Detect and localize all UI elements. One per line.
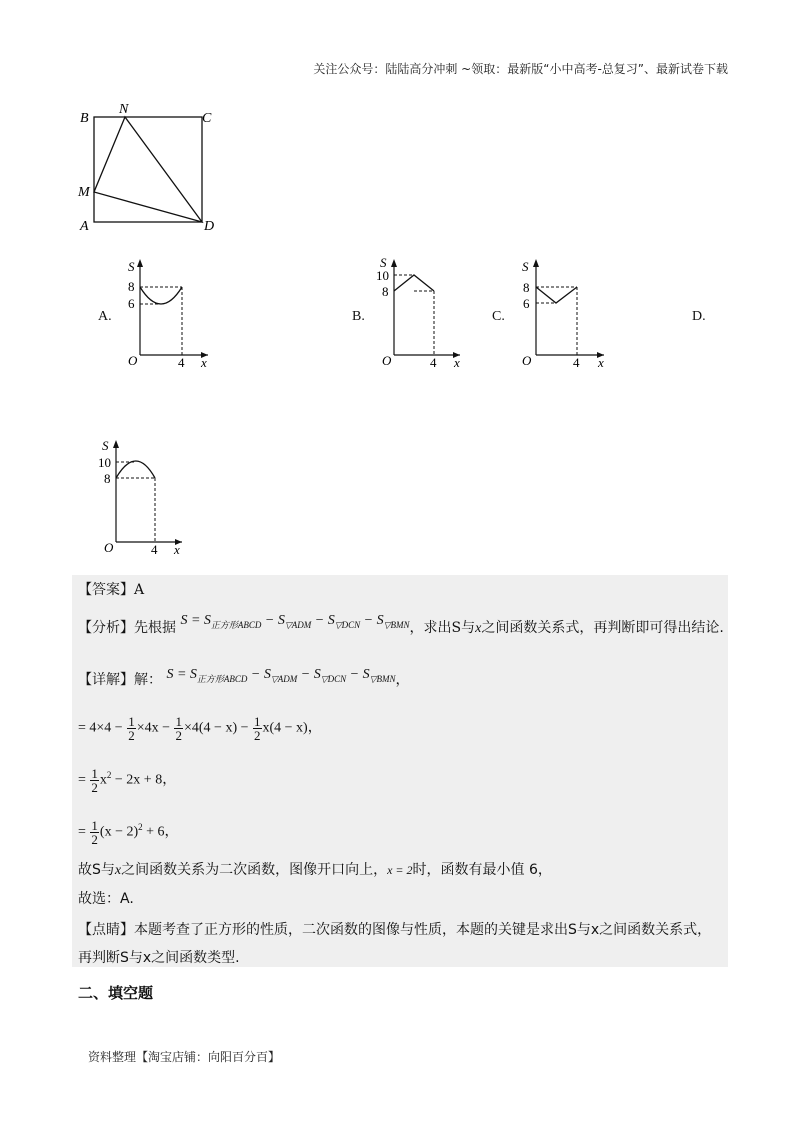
svg-text:4: 4 xyxy=(151,542,158,556)
svg-text:6: 6 xyxy=(128,296,135,311)
point-c: C xyxy=(202,111,212,126)
conclusion-line: 故S与x之间函数关系为二次函数，图像开口向上，x = 2时，函数有最小值 6， xyxy=(78,862,552,878)
comment-line-2: 再判断S与x之间函数类型. xyxy=(78,950,240,966)
svg-text:O: O xyxy=(522,353,532,368)
svg-text:10: 10 xyxy=(98,455,111,470)
svg-text:O: O xyxy=(382,353,392,368)
option-a-curve xyxy=(140,287,182,304)
detail-line: 【详解】解： $S = S_{正方形ABCD} - S_{▽ADM} - S_{▽DCN} - S_{▽BMN}$， xyxy=(78,667,410,688)
svg-text:S: S xyxy=(380,255,387,270)
section-title: 二、填空题 xyxy=(78,984,154,1002)
svg-text:x: x xyxy=(174,542,180,556)
point-d: D xyxy=(204,219,215,234)
choose-line: 故选：A. xyxy=(78,891,134,907)
point-a: A xyxy=(80,219,89,234)
option-c-curve xyxy=(536,287,577,303)
option-d-graph xyxy=(92,436,192,556)
point-n: N xyxy=(119,102,129,117)
option-a-graph xyxy=(120,255,215,370)
svg-text:x: x xyxy=(201,355,207,370)
triangle-mnd xyxy=(94,117,202,222)
svg-text:8: 8 xyxy=(128,279,135,294)
svg-text:x: x xyxy=(454,355,460,370)
option-c-graph xyxy=(510,255,610,370)
page-header: 关注公众号：陆陆高分冲刺 ~领取：最新版“小中高考-总复习”、最新试卷下载 xyxy=(313,62,728,76)
square-figure xyxy=(70,100,220,235)
comment-line-1: 【点睛】本题考查了正方形的性质，二次函数的图像与性质，本题的关键是求出S与x之间函数关系式， xyxy=(78,922,712,938)
option-b-curve xyxy=(394,275,434,291)
option-a-label[interactable]: A. xyxy=(98,309,112,324)
svg-text:4: 4 xyxy=(430,355,437,370)
point-b: B xyxy=(80,111,89,126)
svg-text:8: 8 xyxy=(523,280,530,295)
svg-text:6: 6 xyxy=(523,296,530,311)
step-1: = 4×4 − $\frac{1}{2}$ ×4x − $\frac{1}{2}$ ×4(4 − x) − $\frac{1}{2}$ x(4 − x)， xyxy=(78,714,322,743)
svg-text:4: 4 xyxy=(178,355,185,370)
svg-text:10: 10 xyxy=(376,268,389,283)
option-b-graph xyxy=(370,255,465,370)
point-m: M xyxy=(78,185,90,200)
svg-text:S: S xyxy=(128,259,135,274)
analysis-line: 【分析】先根据 $S = S_{正方形ABCD} - S_{▽ADM} - S_{▽DCN} - S_{▽BMN}$，求出S与x之间函数关系式，再判断即可得出结论. xyxy=(78,613,724,636)
step-2: = $\frac{1}{2}$ $x^2 - 2x + 8$， xyxy=(78,765,177,795)
option-d-label[interactable]: D. xyxy=(692,309,706,324)
svg-text:8: 8 xyxy=(382,284,389,299)
step-3: = $\frac{1}{2}$ $(x - 2)^2 + 6$， xyxy=(78,817,179,847)
option-c-label[interactable]: C. xyxy=(492,309,505,324)
svg-text:S: S xyxy=(522,259,529,274)
svg-text:S: S xyxy=(102,438,109,453)
svg-text:x: x xyxy=(598,355,604,370)
svg-text:8: 8 xyxy=(104,471,111,486)
svg-text:4: 4 xyxy=(573,355,580,370)
option-d-curve xyxy=(116,461,155,478)
svg-text:O: O xyxy=(128,353,138,368)
svg-text:O: O xyxy=(104,540,114,555)
option-b-label[interactable]: B. xyxy=(352,309,365,324)
answer-line: 【答案】A xyxy=(78,582,145,598)
page-footer: 资料整理【淘宝店铺：向阳百分百】 xyxy=(88,1050,281,1064)
square-abcd xyxy=(94,117,202,222)
